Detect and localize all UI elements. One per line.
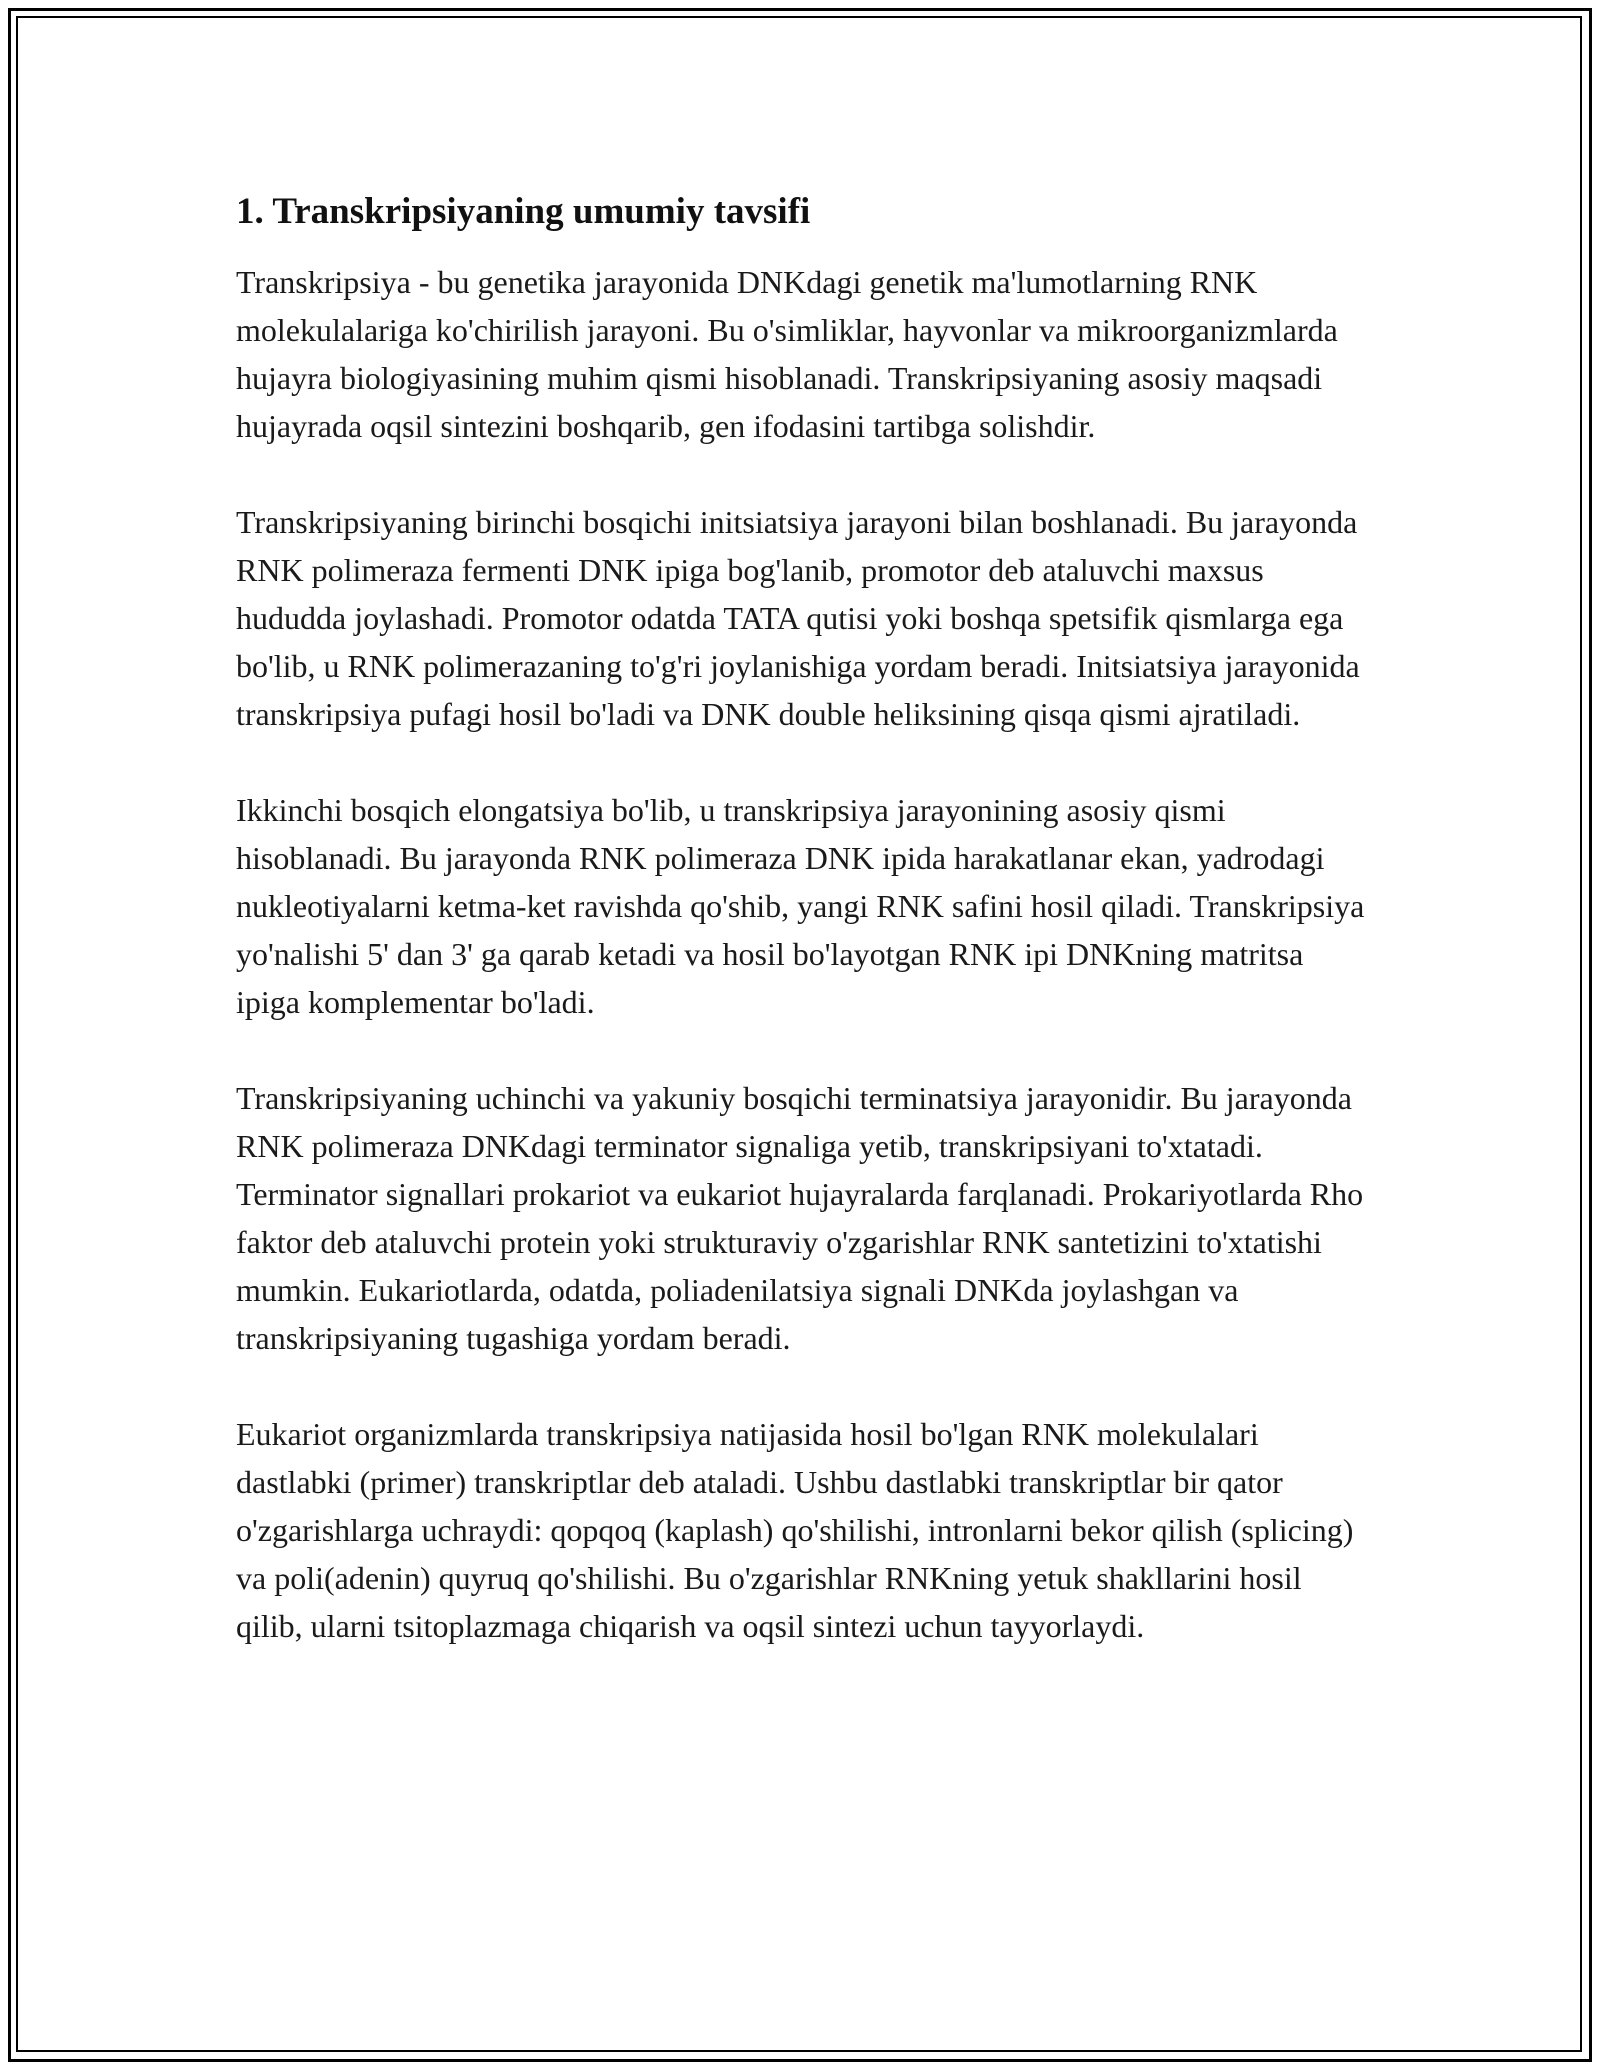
section-title: 1. Transkripsiyaning umumiy tavsifi — [236, 191, 811, 232]
paragraph-elongation: Ikkinchi bosqich elongatsiya bo'lib, u transkripsiya jarayonining asosiy qismi hisoblanadi. Bu jarayonda RNK polimeraza DNK ipida harakatlanar ekan, yadrodagi nukleotiyalarni ketma-ket ravishda qo'shib, yangi RNK safini hosil qiladi. Transkripsiya yo'nalishi 5' dan 3' ga qarab ketadi va hosil bo'layotgan RNK ipi DNKning matritsa ipiga komplementar bo'ladi. — [236, 792, 1365, 1020]
paragraph-overview: Transkripsiya - bu genetika jarayonida DNKdagi genetik ma'lumotlarning RNK molekulalariga ko'chirilish jarayoni. Bu o'simliklar, hayvonlar va mikroorganizmlarda hujayra biologiyasining muhim qismi hisoblanadi. Transkripsiyaning asosiy maqsadi hujayrada oqsil sintezini boshqarib, gen ifodasini tartibga solishdir. — [236, 264, 1338, 444]
paragraph-processing: Eukariot organizmlarda transkripsiya natijasida hosil bo'lgan RNK molekulalari dastlabki (primer) transkriptlar deb ataladi. Ushbu dastlabki transkriptlar bir qator o'zgarishlarga uchraydi: qopqoq (kaplash) qo'shilishi, intronlarni bekor qilish (splicing) va poli(adenin) quyruq qo'shilishi. Bu o'zgarishlar RNKning yetuk shakllarini hosil qilib, ularni tsitoplazmaga chiqarish va oqsil sintezi uchun tayyorlaydi. — [236, 1416, 1354, 1644]
document-body — [236, 188, 1366, 1698]
paragraph-initiation: Transkripsiyaning birinchi bosqichi initsiatsiya jarayoni bilan boshlanadi. Bu jarayonda RNK polimeraza fermenti DNK ipiga bog'lanib, promotor deb ataluvchi maxsus hududda joylashadi. Promotor odatda TATA qutisi yoki boshqa spetsifik qismlarga ega bo'lib, u RNK polimerazaning to'g'ri joylanishiga yordam beradi. Initsiatsiya jarayonida transkripsiya pufagi hosil bo'ladi va DNK double heliksining qisqa qismi ajratiladi. — [236, 504, 1360, 732]
paragraph-termination: Transkripsiyaning uchinchi va yakuniy bosqichi terminatsiya jarayonidir. Bu jarayonda RNK polimeraza DNKdagi terminator signaliga yetib, transkripsiyani to'xtatadi. Terminator signallari prokariot va eukariot hujayralarda farqlanadi. Prokariyotlarda Rho faktor deb ataluvchi protein yoki strukturaviy o'zgarishlar RNK santetizini to'xtatishi mumkin. Eukariotlarda, odatda, poliadenilatsiya signali DNKda joylashgan va transkripsiyaning tugashiga yordam beradi. — [236, 1080, 1364, 1356]
